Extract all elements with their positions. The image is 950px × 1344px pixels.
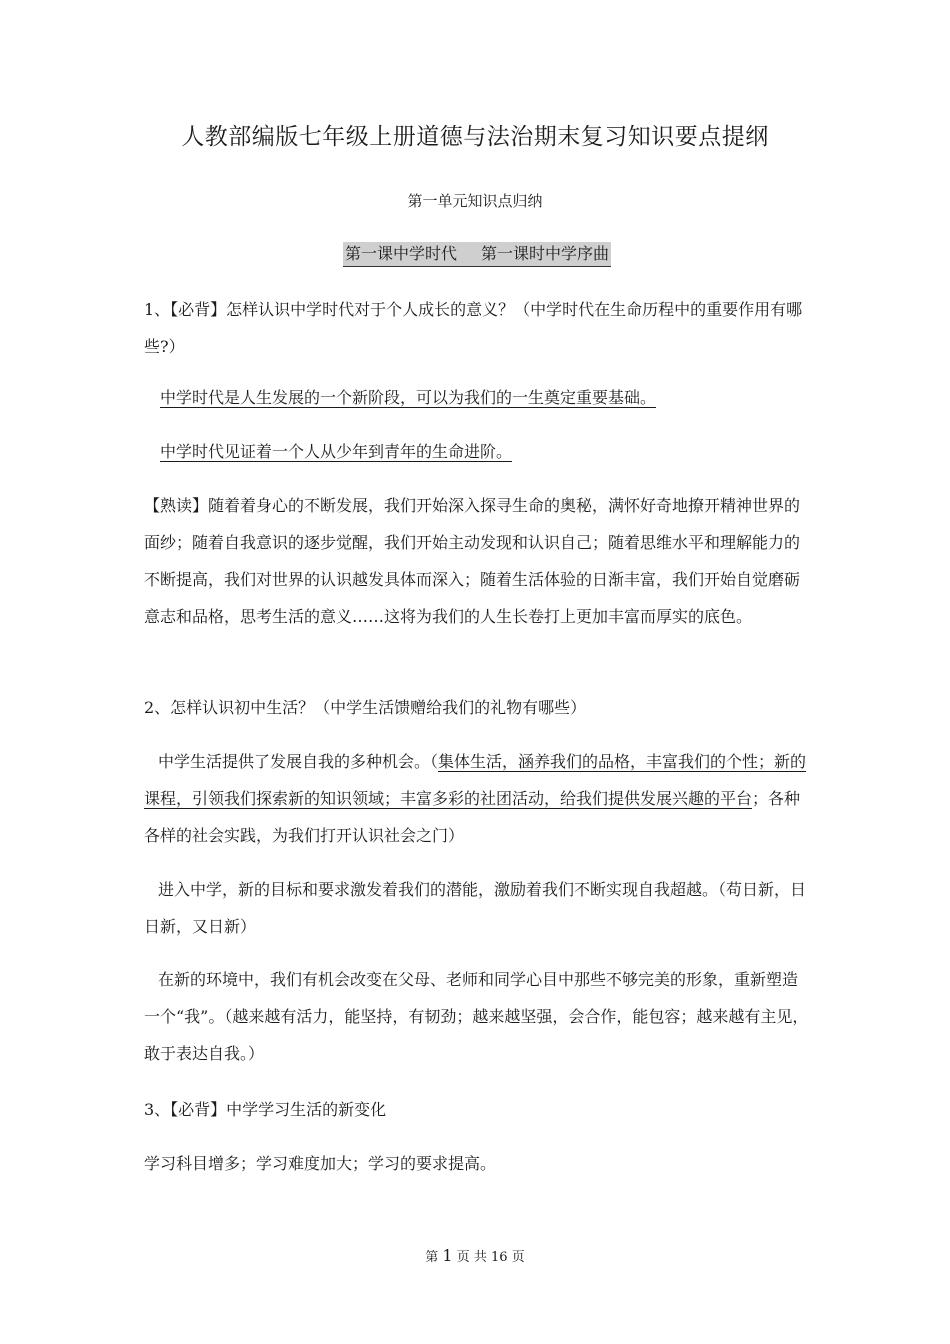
answer-2-underlined: 集体生活，涵养我们的品格，丰富我们的个性；新的课程，引领我们探索新的知识领域；丰富多彩的社团活动，给我们提供发展兴趣的平台	[144, 752, 807, 808]
footer-page-number: 1	[442, 1246, 453, 1265]
answer-2-para-2: 进入中学，新的目标和要求激发着我们的潜能，激励着我们不断实现自我超越。（苟日新，日日新，又日新）	[144, 880, 807, 936]
page-footer	[0, 1246, 950, 1265]
answer-2-lead: 中学生活提供了发展自我的多种机会。（	[158, 752, 439, 771]
question-3: 3、【必背】中学学习生活的新变化	[144, 1100, 387, 1119]
answer-2-para-1	[144, 743, 812, 854]
answer-1a	[144, 379, 812, 416]
answer-2-tail: ；各种各样的社会实践，为我们打开认识社会之门）	[144, 789, 801, 845]
answer-1a-text: 中学时代是人生发展的一个新阶段，可以为我们的一生奠定重要基础。	[160, 388, 657, 407]
footer-middle: 页 共	[456, 1250, 487, 1265]
read-paragraph: 【熟读】随着着身心的不断发展，我们开始深入探寻生命的奥秘，满怀好奇地撩开精神世界的面纱；随着自我意识的逐步觉醒，我们开始主动发现和认识自己；随着思维水平和理解能力的不断提高，我们对世界的认识越发具体而深入；随着生活体验的日渐丰富，我们开始自觉磨砺意志和品格，思考生活的意义……这将为我们的人生长卷打上更加丰富而厚实的底色。	[144, 496, 801, 626]
answer-1b	[144, 433, 812, 470]
footer-prefix: 第	[425, 1250, 439, 1265]
question-2: 2、怎样认识初中生活？（中学生活馈赠给我们的礼物有哪些）	[144, 698, 587, 717]
answer-1b-text: 中学时代见证着一个人从少年到青年的生命进阶。	[160, 442, 513, 461]
session-title: 第一课时中学序曲	[481, 244, 610, 263]
lesson-title: 第一课中学时代	[345, 244, 458, 263]
footer-total-pages: 16	[491, 1250, 508, 1265]
answer-2-para-3: 在新的环境中，我们有机会改变在父母、老师和同学心目中那些不够完美的形象，重新塑造一个“我”。（越来越有活力，能坚持，有韧劲；越来越坚强，会合作，能包容；越来越有主见，敢于表达自我。）	[144, 970, 809, 1063]
unit-heading: 第一单元知识点归纳	[407, 192, 543, 210]
question-1: 1、【必背】怎样认识中学时代对于个人成长的意义？（中学时代在生命历程中的重要作用有哪些?）	[144, 300, 803, 356]
document-title: 人教部编版七年级上册道德与法治期末复习知识要点提纲	[181, 124, 769, 150]
footer-suffix: 页	[511, 1250, 525, 1265]
answer-3: 学习科目增多；学习难度加大；学习的要求提高。	[144, 1154, 497, 1173]
lesson-heading	[343, 242, 611, 267]
